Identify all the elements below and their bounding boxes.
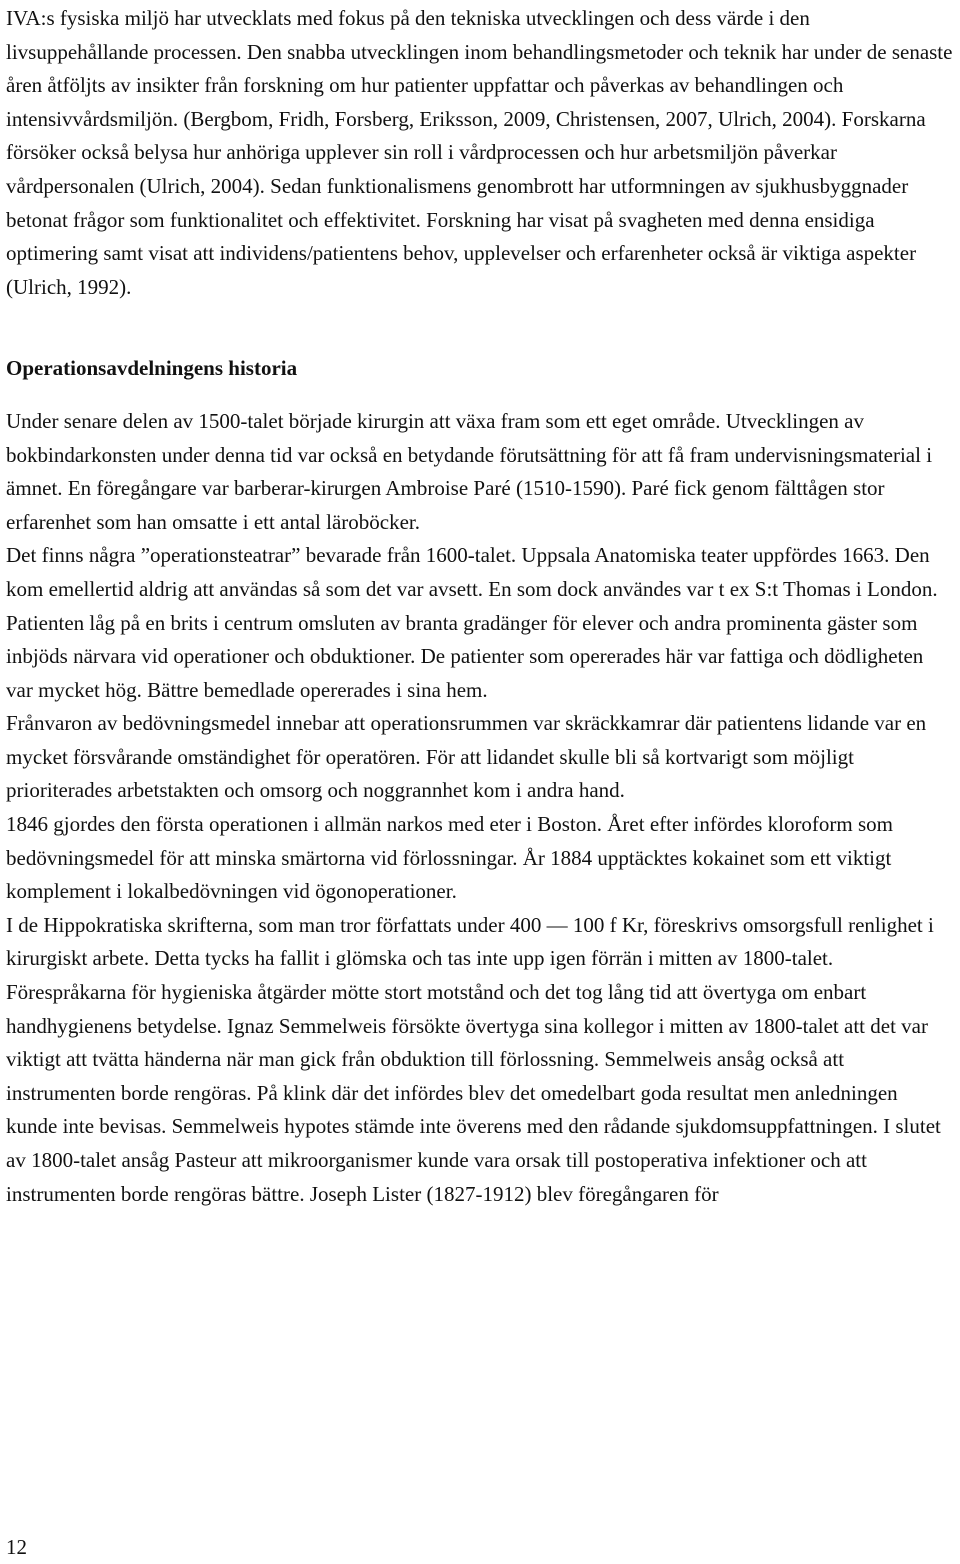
paragraph-hippocratic: I de Hippokratiska skrifterna, som man tror författats under 400 — 100 f Kr, föreskrivs omsorgsfull renlighet i kirurgiskt arbete. Detta tycks ha fallit i glömska och tas inte upp igen förrän i mitten av 1800-talet.: [6, 912, 934, 971]
page-number: 12: [6, 1535, 27, 1559]
paragraph-operation-theatres: Det finns några ”operationsteatrar” bevarade från 1600-talet. Uppsala Anatomiska teater uppfördes 1663. Den kom emellertid aldrig att användas så som det var avsett. En som dock användes var t ex S:t Thomas i London. Patienten låg på en brits i centrum omsluten av branta gradänger för elever och andra prominenta gäster som inbjöds närvara vid operationer och obduktioner. De patienter som opererades här var fattiga och dödligheten var mycket hög. Bättre bemedlade opererades i sina hem.: [6, 543, 938, 702]
paragraph-narcosis-1846: 1846 gjordes den första operationen i allmän narkos med eter i Boston. Året efter infördes kloroform som bedövningsmedel för att minska smärtorna vid förlossningar. År 1884 upptäcktes kokainet som ett viktigt komplement i lokalbedövningen vid ögonoperationer.: [6, 812, 894, 904]
paragraph-history-1500: Under senare delen av 1500-talet började kirurgin att växa fram som ett eget område. Utvecklingen av bokbindarkonsten under denna tid var också en betydande förutsättning för att få fram undervisningsmaterial i ämnet. En föregångare var barberar-kirurgen Ambroise Paré (1510-1590). Paré fick genom fälttågen stor erfarenhet som han omsatte i ett antal läroböcker.: [6, 408, 933, 534]
section-heading: Operationsavdelningens historia: [6, 356, 298, 381]
paragraph-anesthesia-absence: Frånvaron av bedövningsmedel innebar att operationsrummen var skräckkamrar där patientens lidande var en mycket försvårande omständighet för operatören. För att lidandet skulle bli så kortvarigt som möjligt prioriterades arbetstakten och omsorg och noggrannhet kom i andra hand.: [6, 711, 927, 803]
intro-paragraph: IVA:s fysiska miljö har utvecklats med fokus på den tekniska utvecklingen och dess värde i den livsuppehållande processen. Den snabba utvecklingen inom behandlingsmetoder och teknik har under de senaste åren åtföljts av insikter från forskning om hur patienter uppfattar och påverkas av behandlingen och intensivvårdsmiljön. (Bergbom, Fridh, Forsberg, Eriksson, 2009, Christensen, 2007, Ulrich, 2004). Forskarna försöker också belysa hur anhöriga upplever sin roll i vårdprocessen och hur arbetsmiljön påverkar vårdpersonalen (Ulrich, 2004). Sedan funktionalismens genombrott har utformningen av sjukhusbyggnader betonat frågor som funktionalitet och effektivitet. Forskning har visat på svagheten med denna ensidiga optimering samt visat att individens/patientens behov, upplevelser och erfarenheter också är viktiga aspekter (Ulrich, 1992).: [6, 6, 953, 299]
document-page: [6, 0, 954, 1211]
paragraph-hygiene: Förespråkarna för hygieniska åtgärder mötte stort motstånd och det tog lång tid att övertyga om enbart handhygienens betydelse. Ignaz Semmelweis försökte övertyga sina kollegor i mitten av 1800-talet att det var viktigt att tvätta händerna när man gick från obduktion till förlossning. Semmelweis ansåg också att instrumenten borde rengöras. På klink där det infördes blev det omedelbart goda resultat men anledningen kunde inte bevisas. Semmelweis hypotes stämde inte överens med den rådande sjukdomsuppfattningen. I slutet av 1800-talet ansåg Pasteur att mikroorganismer kunde vara orsak till postoperativa infektioner och att instrumenten borde rengöras bättre. Joseph Lister (1827-1912) blev föregångaren för: [6, 980, 941, 1206]
